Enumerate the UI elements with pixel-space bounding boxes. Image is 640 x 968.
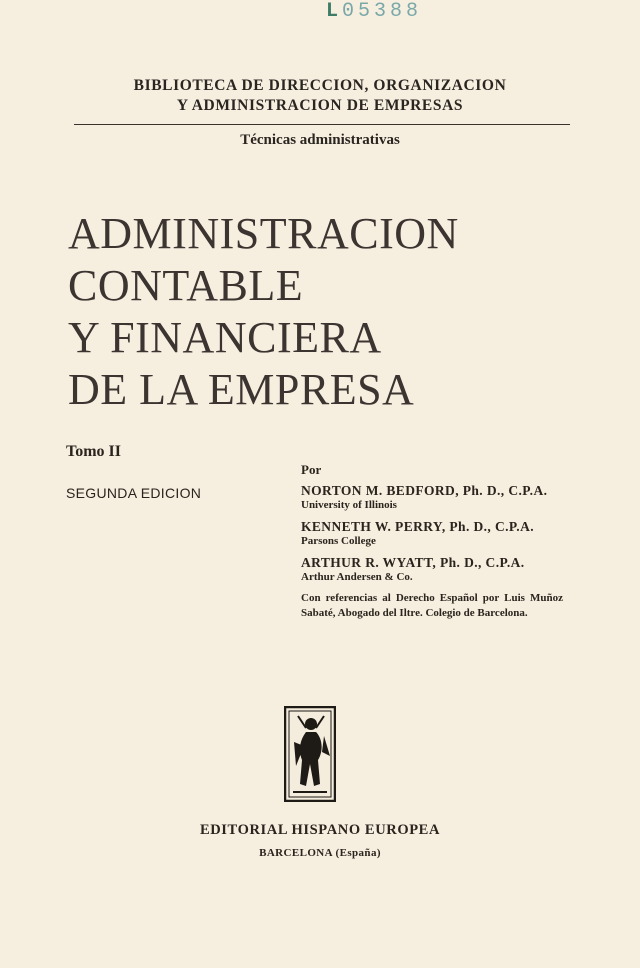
divider: [74, 124, 570, 125]
publisher-city: BARCELONA (España): [259, 847, 381, 859]
author-affiliation: Parsons College: [301, 535, 376, 547]
edition-label: SEGUNDA EDICION: [66, 485, 202, 501]
by-label: Por: [301, 462, 322, 477]
title-line-2: CONTABLE: [68, 261, 304, 310]
title-line-4: DE LA EMPRESA: [68, 365, 415, 414]
publisher-emblem-icon: [284, 706, 336, 802]
author-affiliation: University of Illinois: [301, 499, 397, 511]
series-heading: [0, 76, 640, 116]
author-entry: [301, 555, 581, 584]
author-entry: [301, 519, 581, 548]
library-stamp: [326, 0, 422, 23]
translation-note: Con referencias al Derecho Español por Luis Muñoz Sabaté, Abogado del Iltre. Colegio de Barcelona.: [301, 592, 563, 619]
volume-label: Tomo II: [66, 443, 121, 460]
title-line-3: Y FINANCIERA: [68, 313, 382, 362]
series-line-2: Y ADMINISTRACION DE EMPRESAS: [176, 97, 464, 114]
author-entry: [301, 483, 581, 512]
series-line-1: BIBLIOTECA DE DIRECCION, ORGANIZACION: [133, 77, 507, 94]
book-title: [68, 208, 459, 416]
author-name: NORTON M. BEDFORD, Ph. D., C.P.A.: [301, 483, 548, 498]
title-line-1: ADMINISTRACION: [68, 209, 459, 258]
series-subtitle: Técnicas administrativas: [240, 132, 400, 148]
stamp-number: 05388: [342, 0, 423, 23]
stamp-mark: L: [326, 0, 343, 23]
author-name: ARTHUR R. WYATT, Ph. D., C.P.A.: [301, 555, 525, 570]
author-affiliation: Arthur Andersen & Co.: [301, 571, 413, 583]
author-name: KENNETH W. PERRY, Ph. D., C.P.A.: [301, 519, 534, 534]
authors-block: [301, 462, 581, 621]
publisher-name: EDITORIAL HISPANO EUROPEA: [199, 822, 441, 838]
